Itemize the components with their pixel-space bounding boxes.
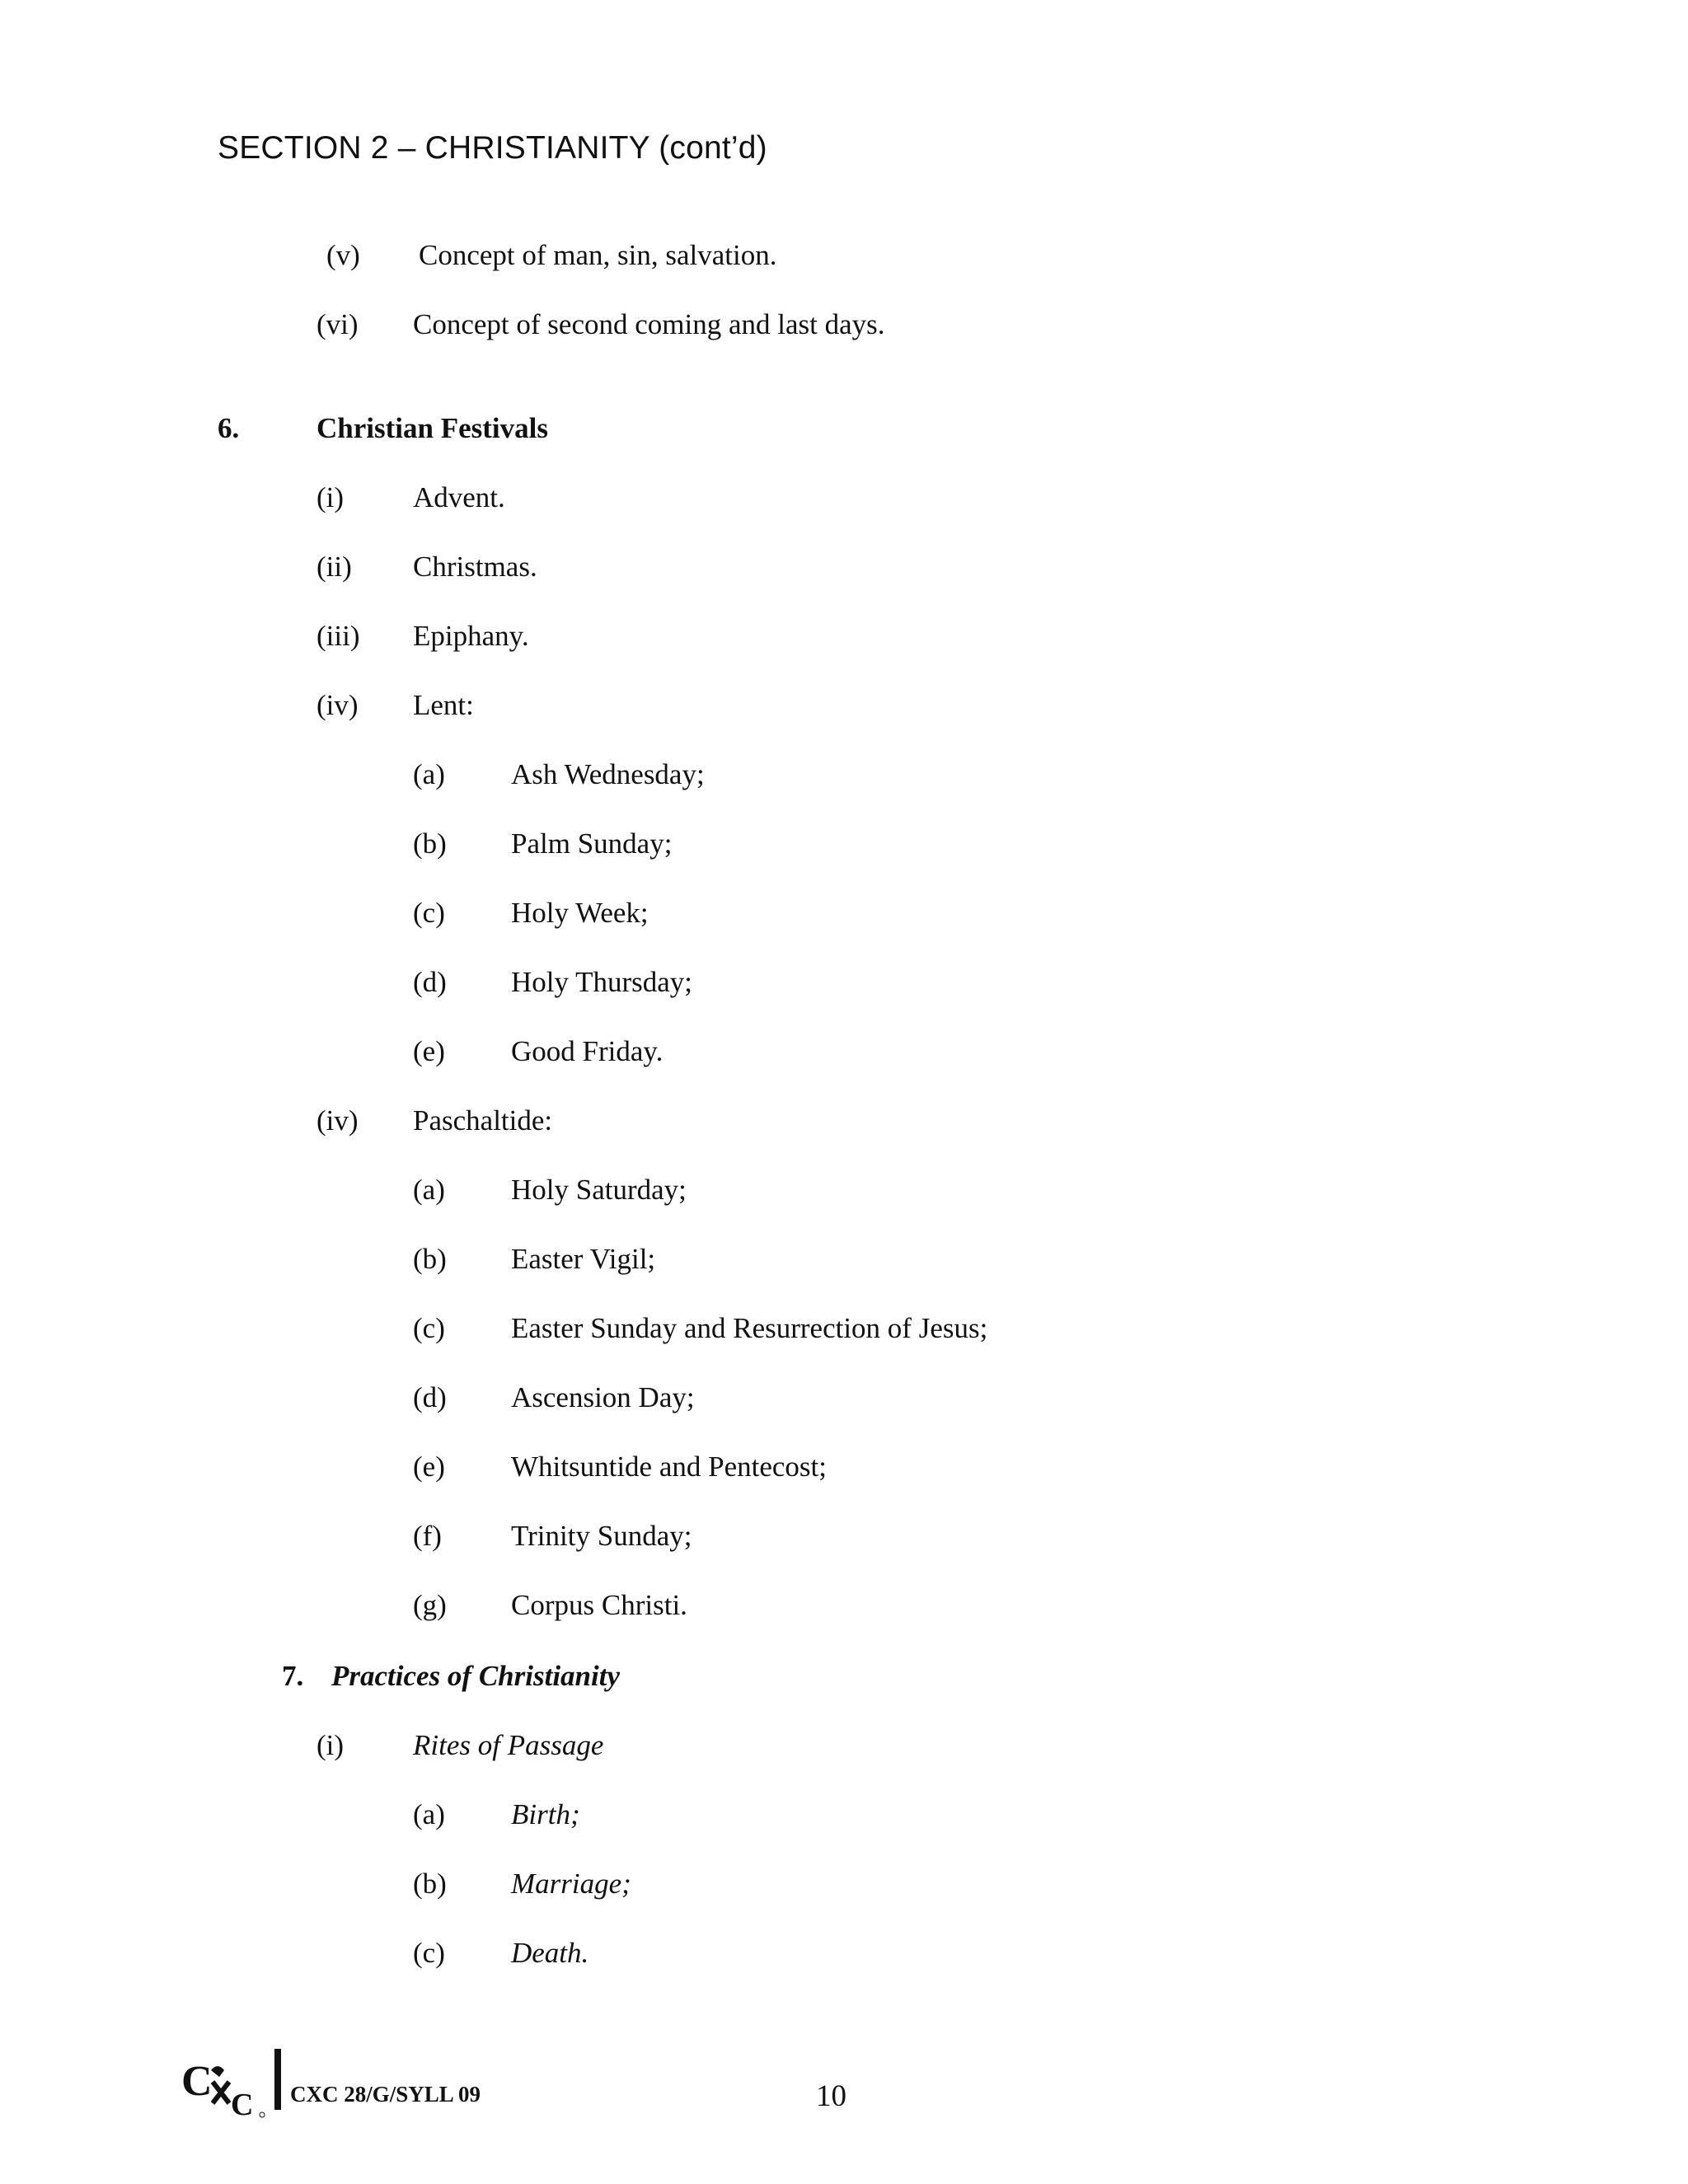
subitem-label: (a) [413, 1174, 445, 1206]
subitem-text: Palm Sunday; [511, 827, 673, 860]
section-heading: SECTION 2 – CHRISTIANITY (cont’d) [218, 130, 767, 166]
subitem-text: Ash Wednesday; [511, 758, 705, 790]
subitem-text: Death. [511, 1937, 589, 1969]
page-number: 10 [816, 2079, 846, 2113]
subitem-text: Ascension Day; [511, 1381, 695, 1413]
item-text: Concept of second coming and last days. [413, 308, 885, 340]
item-text: Epiphany. [413, 620, 529, 652]
item-label: (iv) [316, 689, 359, 721]
subitem-text: Corpus Christi. [511, 1589, 687, 1621]
subitem-text: Trinity Sunday; [511, 1520, 692, 1552]
subitem-label: (g) [413, 1589, 447, 1621]
item-text: Rites of Passage [413, 1729, 604, 1761]
subitem-label: (c) [413, 1937, 445, 1969]
subitem-label: (b) [413, 1868, 447, 1900]
subitem-text: Easter Sunday and Resurrection of Jesus; [511, 1312, 988, 1344]
item-text: Advent. [413, 481, 505, 513]
subitem-text: Marriage; [511, 1868, 631, 1900]
subitem-label: (c) [413, 1312, 445, 1344]
topic-title: Practices of Christianity [331, 1660, 620, 1692]
document-code: CXC 28/G/SYLL 09 [290, 2082, 481, 2107]
cxc-logo-icon [180, 2054, 279, 2120]
subitem-label: (b) [413, 1243, 447, 1275]
item-label: (vi) [316, 308, 359, 340]
item-label: (iv) [316, 1104, 359, 1137]
item-text: Paschaltide: [413, 1104, 553, 1137]
subitem-label: (d) [413, 1381, 447, 1413]
footer-divider [274, 2049, 281, 2110]
item-text: Lent: [413, 689, 474, 721]
topic-title: Christian Festivals [316, 412, 548, 444]
subitem-text: Birth; [511, 1798, 580, 1830]
item-label: (v) [326, 239, 360, 271]
svg-text:C: C [181, 2058, 213, 2105]
subitem-text: Holy Thursday; [511, 966, 693, 998]
item-text: Christmas. [413, 551, 537, 583]
subitem-label: (e) [413, 1035, 445, 1067]
item-label: (i) [316, 481, 345, 513]
item-label: (iii) [316, 620, 360, 652]
subitem-label: (f) [413, 1520, 442, 1552]
subitem-label: (e) [413, 1451, 445, 1483]
item-label: (i) [316, 1729, 345, 1761]
item-label: (ii) [316, 551, 352, 583]
subitem-text: Good Friday. [511, 1035, 663, 1067]
subitem-text: Whitsuntide and Pentecost; [511, 1451, 827, 1483]
topic-number: 7. [282, 1660, 304, 1692]
topic-number: 6. [218, 412, 240, 444]
subitem-label: (b) [413, 827, 447, 860]
item-text: Concept of man, sin, salvation. [419, 239, 777, 271]
subitem-label: (d) [413, 966, 447, 998]
svg-text:C: C [231, 2088, 254, 2120]
subitem-text: Easter Vigil; [511, 1243, 656, 1275]
subitem-text: Holy Saturday; [511, 1174, 687, 1206]
subitem-label: (a) [413, 758, 445, 790]
subitem-text: Holy Week; [511, 897, 649, 929]
subitem-label: (a) [413, 1798, 445, 1830]
subitem-label: (c) [413, 897, 445, 929]
